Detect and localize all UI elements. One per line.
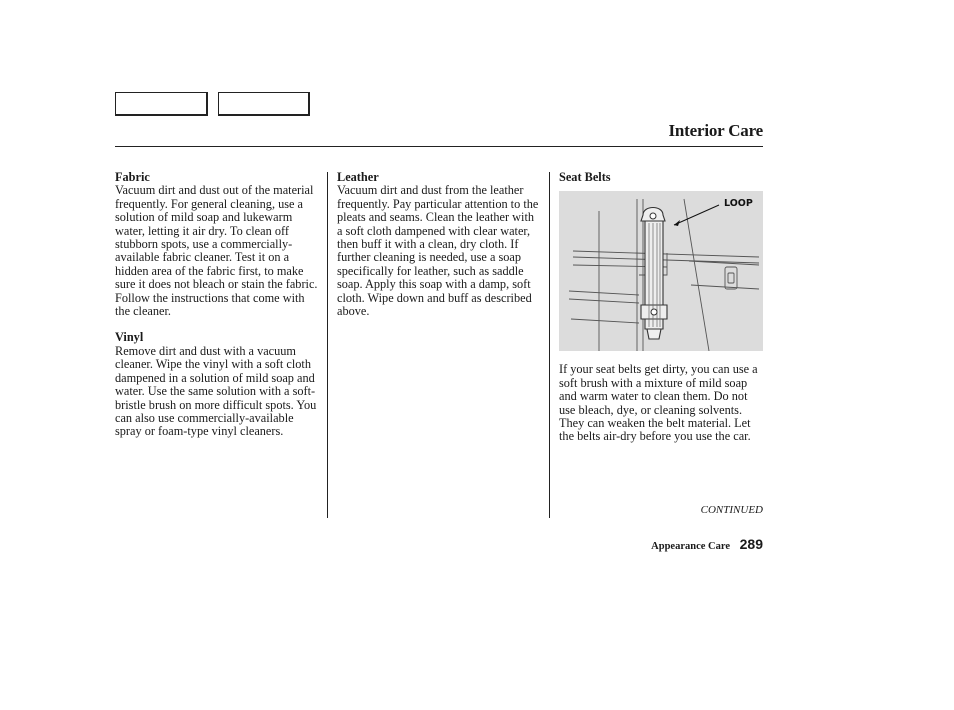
- vinyl-heading: Vinyl: [115, 330, 144, 345]
- column-middle: [337, 171, 542, 318]
- column-left: [115, 171, 322, 439]
- header-rule: [115, 146, 763, 147]
- column-divider: [327, 172, 328, 518]
- continued-note: CONTINUED: [700, 504, 763, 516]
- page-title: Interior Care: [668, 121, 763, 140]
- nav-button-1[interactable]: [115, 92, 208, 116]
- vinyl-text: Remove dirt and dust with a vacuum cleaner. Wipe the vinyl with a soft cloth dampened in a solution of mild soap and water. Use the same solution with a soft-bristle brush on more difficult spots. You can also use commercially-available spray or foam-type vinyl cleaners.: [115, 343, 317, 439]
- fabric-text: Vacuum dirt and dust out of the material frequently. For general cleaning, use a solution of mild soap and lukewarm water, letting it air dry. To clean off stubborn spots, use a commercially-available fabric cleaner. Test it on a hidden area of the fabric first, to make sure it does not bleach or stain the fabric. Follow the instructions that come with the cleaner.: [115, 183, 318, 319]
- column-right: [559, 171, 764, 444]
- seat-belt-illustration: [559, 191, 763, 351]
- leather-heading: Leather: [337, 170, 379, 184]
- leather-text: Vacuum dirt and dust from the leather frequently. Pay particular attention to the pleats and seams. Clean the leather with a soft cloth dampened with clear water, then buff it with a clean, dry cloth. If further cleaning is needed, use a soap specifically for leather, such as saddle soap. Apply this soap with a damp, soft cloth. Wipe down and buff as described above.: [337, 183, 539, 319]
- seat-belt-drawing: [559, 191, 763, 351]
- page-number: 289: [739, 536, 763, 552]
- loop-label: LOOP: [724, 198, 753, 210]
- footer-section: Appearance Care: [651, 541, 730, 552]
- nav-button-2[interactable]: [218, 92, 310, 116]
- column-divider: [549, 172, 550, 518]
- seat-belts-text: If your seat belts get dirty, you can use a soft brush with a mixture of mild soap and warm water to clean them. Do not use bleach, dye, or cleaning solvents. They can weaken the belt material. Let the belts air-dry before you use the car.: [559, 362, 758, 444]
- seat-belts-heading: Seat Belts: [559, 170, 611, 184]
- fabric-heading: Fabric: [115, 170, 150, 184]
